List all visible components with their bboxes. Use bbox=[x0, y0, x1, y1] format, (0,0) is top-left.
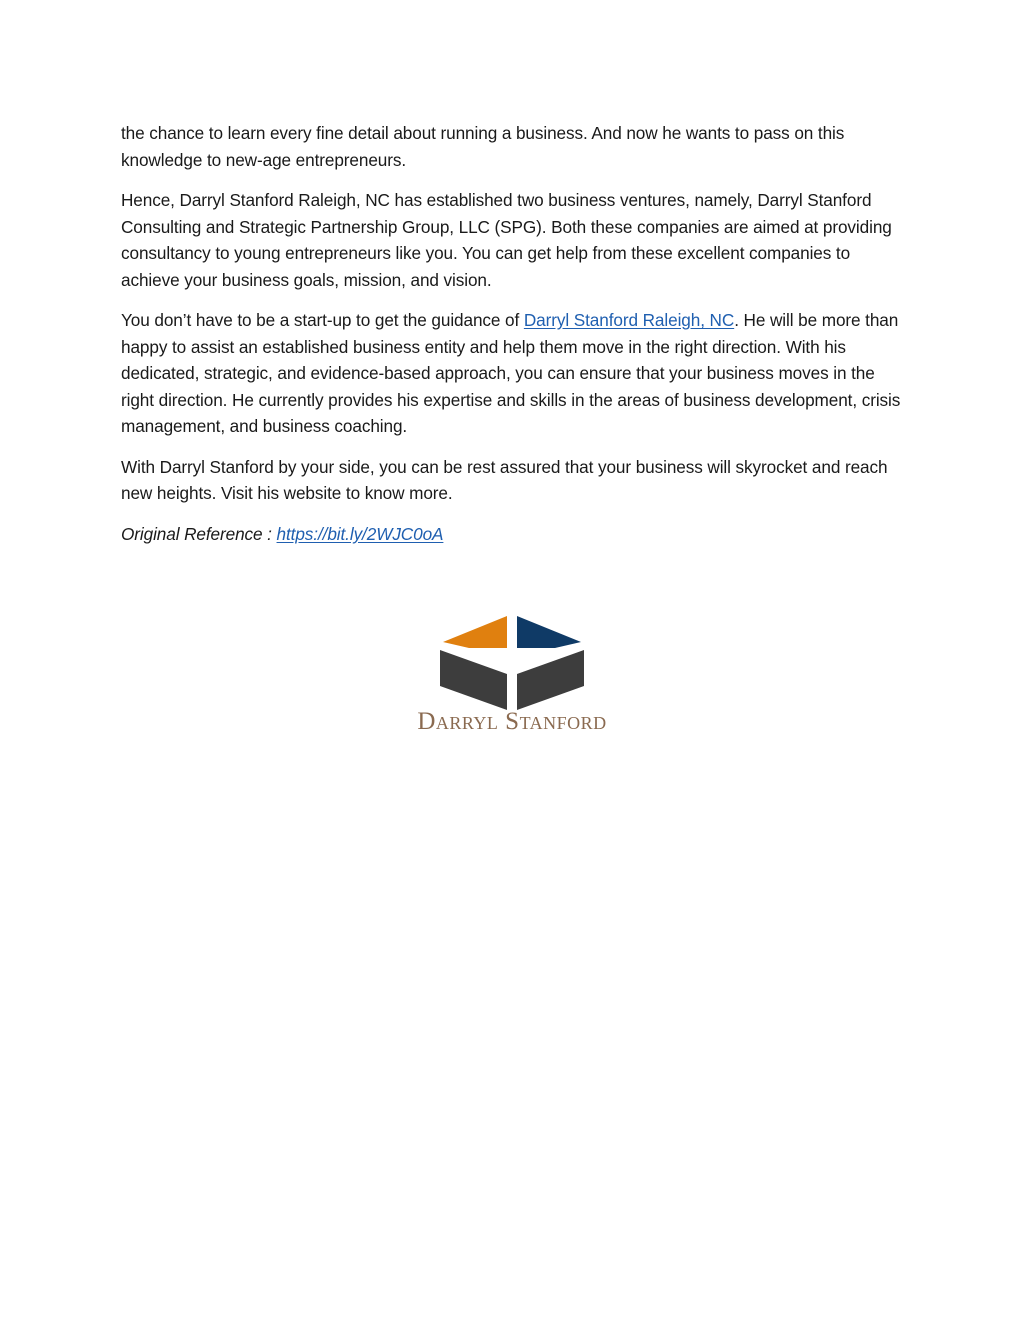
logo-orange-flap bbox=[443, 616, 507, 648]
reference-label: Original Reference : bbox=[121, 523, 277, 544]
logo-right-panel bbox=[517, 650, 584, 710]
logo-navy-flap bbox=[517, 616, 581, 648]
darryl-stanford-logo bbox=[400, 610, 624, 740]
logo-box-icon bbox=[400, 610, 624, 710]
logo-wordmark: Darryl Stanford bbox=[417, 708, 607, 735]
darryl-stanford-link[interactable]: Darryl Stanford Raleigh, NC bbox=[523, 310, 735, 330]
paragraph-2: Hence, Darryl Stanford Raleigh, NC has established two business ventures, namely, Darryl Stanford Consulting and Strategic Partnership Group, LLC (SPG). Both these companies are aimed at providing consultancy to young entrepreneurs like you. You can get help from these excellent companies to achieve your business goals, mission, and vision. bbox=[121, 190, 892, 290]
document-body bbox=[121, 120, 911, 561]
reference-link[interactable]: https://bit.ly/2WJC0oA bbox=[276, 523, 444, 544]
original-reference bbox=[121, 521, 911, 548]
paragraph-3-text-after: . He will be more than happy to assist an established business entity and help them move in the right direction. With his dedicated, strategic, and evidence-based approach, you can ensure that your business moves in the right direction. He currently provides his expertise and skills in the areas of business development, crisis management, and business coaching. bbox=[121, 310, 901, 436]
paragraph-1: the chance to learn every fine detail about running a business. And now he wants to pass on this knowledge to new-age entrepreneurs. bbox=[121, 123, 845, 170]
paragraph-3-text-before: You don’t have to be a start-up to get the guidance of bbox=[121, 310, 524, 330]
paragraph-4: With Darryl Stanford by your side, you can be rest assured that your business will skyrocket and reach new heights. Visit his website to know more. bbox=[121, 456, 888, 503]
paragraph-3 bbox=[121, 307, 911, 440]
logo-left-panel bbox=[440, 650, 507, 710]
